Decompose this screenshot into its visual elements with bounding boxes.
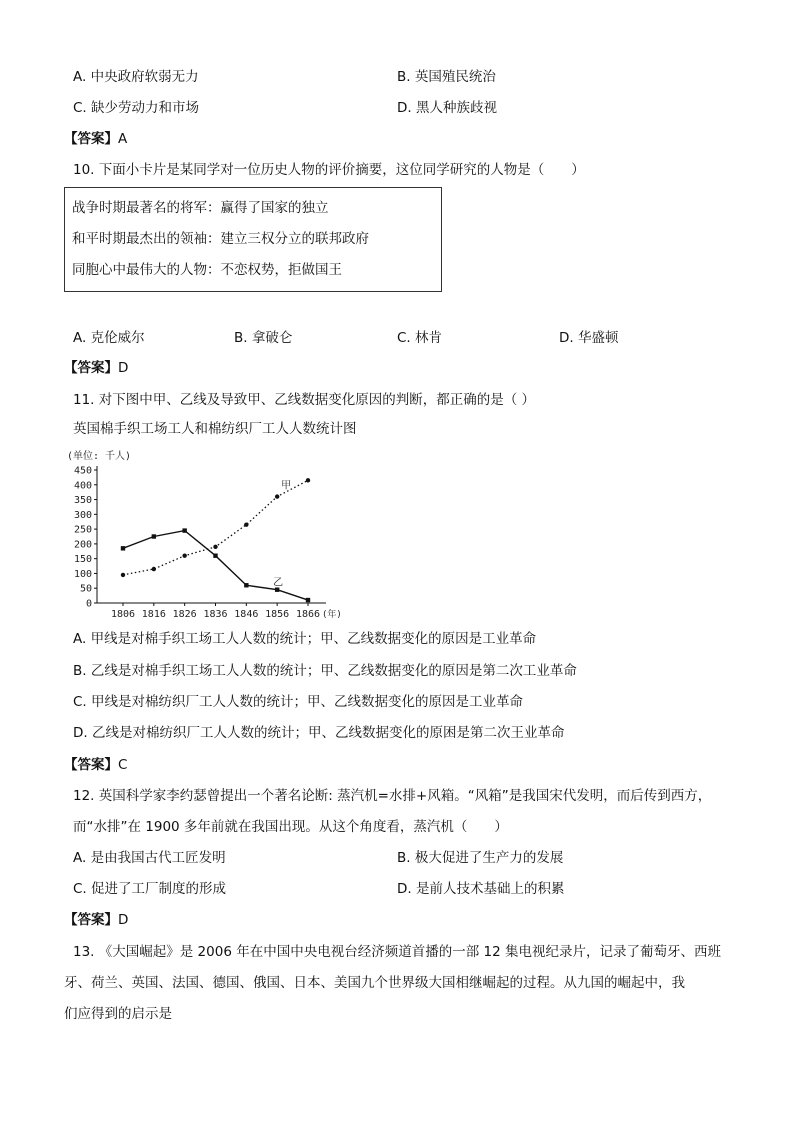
q10-option-c: C. 林肯 [397, 330, 443, 346]
answer-label: 【答案】 [64, 757, 118, 773]
x-tick-label: 1856 [265, 609, 290, 620]
q13-stem-line-1: 13. 《大国崛起》是 2006 年在中国中央电视台经济频道首播的一部 12 集电视纪录片，记录了葡萄牙、西班 [73, 944, 721, 960]
x-tick-label: 1866 [295, 609, 321, 620]
data-point [244, 583, 248, 587]
data-point [213, 545, 217, 549]
q11-option-c: C. 甲线是对棉纺织厂工人人数的统计；甲、乙线数据变化的原因是工业革命 [73, 694, 524, 710]
data-point [213, 554, 217, 558]
answer-label: 【答案】 [64, 912, 118, 928]
chart-ticks [74, 466, 342, 621]
evaluation-card [64, 187, 442, 292]
unit-label: (单位: 千人) [67, 451, 132, 462]
x-tick-label: 1846 [234, 609, 259, 620]
y-tick-label: 450 [73, 465, 92, 477]
data-point [121, 546, 125, 550]
y-tick-label: 150 [73, 554, 92, 566]
x-tick-label: 1806 [110, 609, 136, 620]
q12-stem-line-1: 12. 英国科学家李约瑟曾提出一个著名论断: 蒸汽机=水排+风箱。“风箱”是我国宋代发明，而后传到西方， [73, 788, 712, 804]
q11-option-a: A. 甲线是对棉手织工场工人人数的统计；甲、乙线数据变化的原因是工业革命 [73, 631, 537, 647]
data-point [152, 534, 156, 538]
q9-option-a: A. 中央政府软弱无力 [73, 69, 199, 85]
q11-stem: 11. 对下图中甲、乙线及导致甲、乙线数据变化原因的判断，都正确的是（ ） [73, 392, 536, 408]
x-tick-label: 1826 [172, 609, 197, 620]
q11-option-d: D. 乙线是对棉纺织厂工人人数的统计；甲、乙线数据变化的原困是第二次王业革命 [73, 725, 565, 741]
answer-value: D [118, 360, 129, 376]
y-tick-label: 250 [73, 524, 92, 536]
q12-option-b: B. 极大促进了生产力的发展 [397, 850, 564, 866]
chart-title: 英国棉手织工场工人和棉纺织厂工人人数统计图 [73, 421, 357, 437]
data-point [121, 573, 125, 577]
x-tick-label: 1836 [203, 609, 228, 620]
answer-value: C [118, 757, 128, 773]
x-tick-label: 1816 [141, 609, 166, 620]
q9-option-c: C. 缺少劳动力和市场 [73, 100, 200, 116]
data-point [306, 478, 310, 482]
series-label: 乙 [273, 577, 284, 589]
series-line-jia [123, 480, 308, 575]
q10-answer [64, 358, 128, 378]
q12-answer [64, 910, 128, 930]
data-point [275, 494, 279, 498]
card-line-2: 和平时期最杰出的领袖：建立三权分立的联邦政府 [72, 231, 369, 247]
data-point [244, 522, 248, 526]
answer-value: A [118, 131, 128, 147]
answer-label: 【答案】 [64, 360, 118, 376]
chart-axes [97, 466, 326, 603]
q10-option-d: D. 华盛顿 [559, 330, 619, 346]
x-axis-unit-label: (年) [322, 610, 342, 620]
q11-option-b: B. 乙线是对棉手织工场工人人数的统计；甲、乙线数据变化的原因是第二次工业革命 [73, 663, 577, 679]
y-tick-label: 50 [79, 583, 92, 595]
worker-count-line-chart [64, 446, 344, 620]
q13-stem-line-2: 牙、荷兰、英国、法国、德国、俄国、日本、美国九个世界级大国相继崛起的过程。从九国的崛起中，我 [64, 975, 685, 991]
q13-stem-line-3: 们应得到的启示是 [64, 1006, 172, 1022]
data-point [152, 567, 156, 571]
series-line-yi [123, 531, 308, 600]
answer-value: D [118, 912, 129, 928]
y-tick-label: 350 [73, 495, 92, 507]
y-tick-label: 300 [73, 509, 92, 521]
data-point [182, 554, 186, 558]
q12-option-c: C. 促进了工厂制度的形成 [73, 881, 227, 897]
q12-stem-line-2: 而“水排”在 1900 多年前就在我国出现。从这个角度看，蒸汽机（ ） [73, 819, 508, 835]
q9-option-b: B. 英国殖民统治 [397, 69, 496, 85]
y-tick-label: 200 [73, 539, 92, 551]
q11-answer [64, 755, 127, 775]
q12-option-d: D. 是前人技术基础上的积累 [397, 881, 565, 897]
q12-option-a: A. 是由我国古代工匠发明 [73, 850, 226, 866]
data-point [306, 598, 310, 602]
y-tick-label: 400 [73, 480, 92, 492]
q9-option-d: D. 黑人种族歧视 [397, 100, 497, 116]
q10-option-b: B. 拿破仑 [234, 330, 293, 346]
y-tick-label: 0 [85, 598, 92, 610]
data-point [182, 528, 186, 532]
q10-stem: 10. 下面小卡片是某同学对一位历史人物的评价摘要，这位同学研究的人物是（ ） [73, 162, 585, 178]
y-tick-label: 100 [73, 568, 92, 580]
card-line-3: 同胞心中最伟大的人物：不恋权势，拒做国王 [72, 262, 342, 278]
chart-series [121, 478, 310, 602]
q9-answer [64, 129, 127, 149]
q10-option-a: A. 克伦威尔 [73, 330, 145, 346]
answer-label: 【答案】 [64, 131, 118, 147]
series-label: 甲 [281, 480, 292, 492]
card-line-1: 战争时期最著名的将军：赢得了国家的独立 [72, 200, 329, 216]
